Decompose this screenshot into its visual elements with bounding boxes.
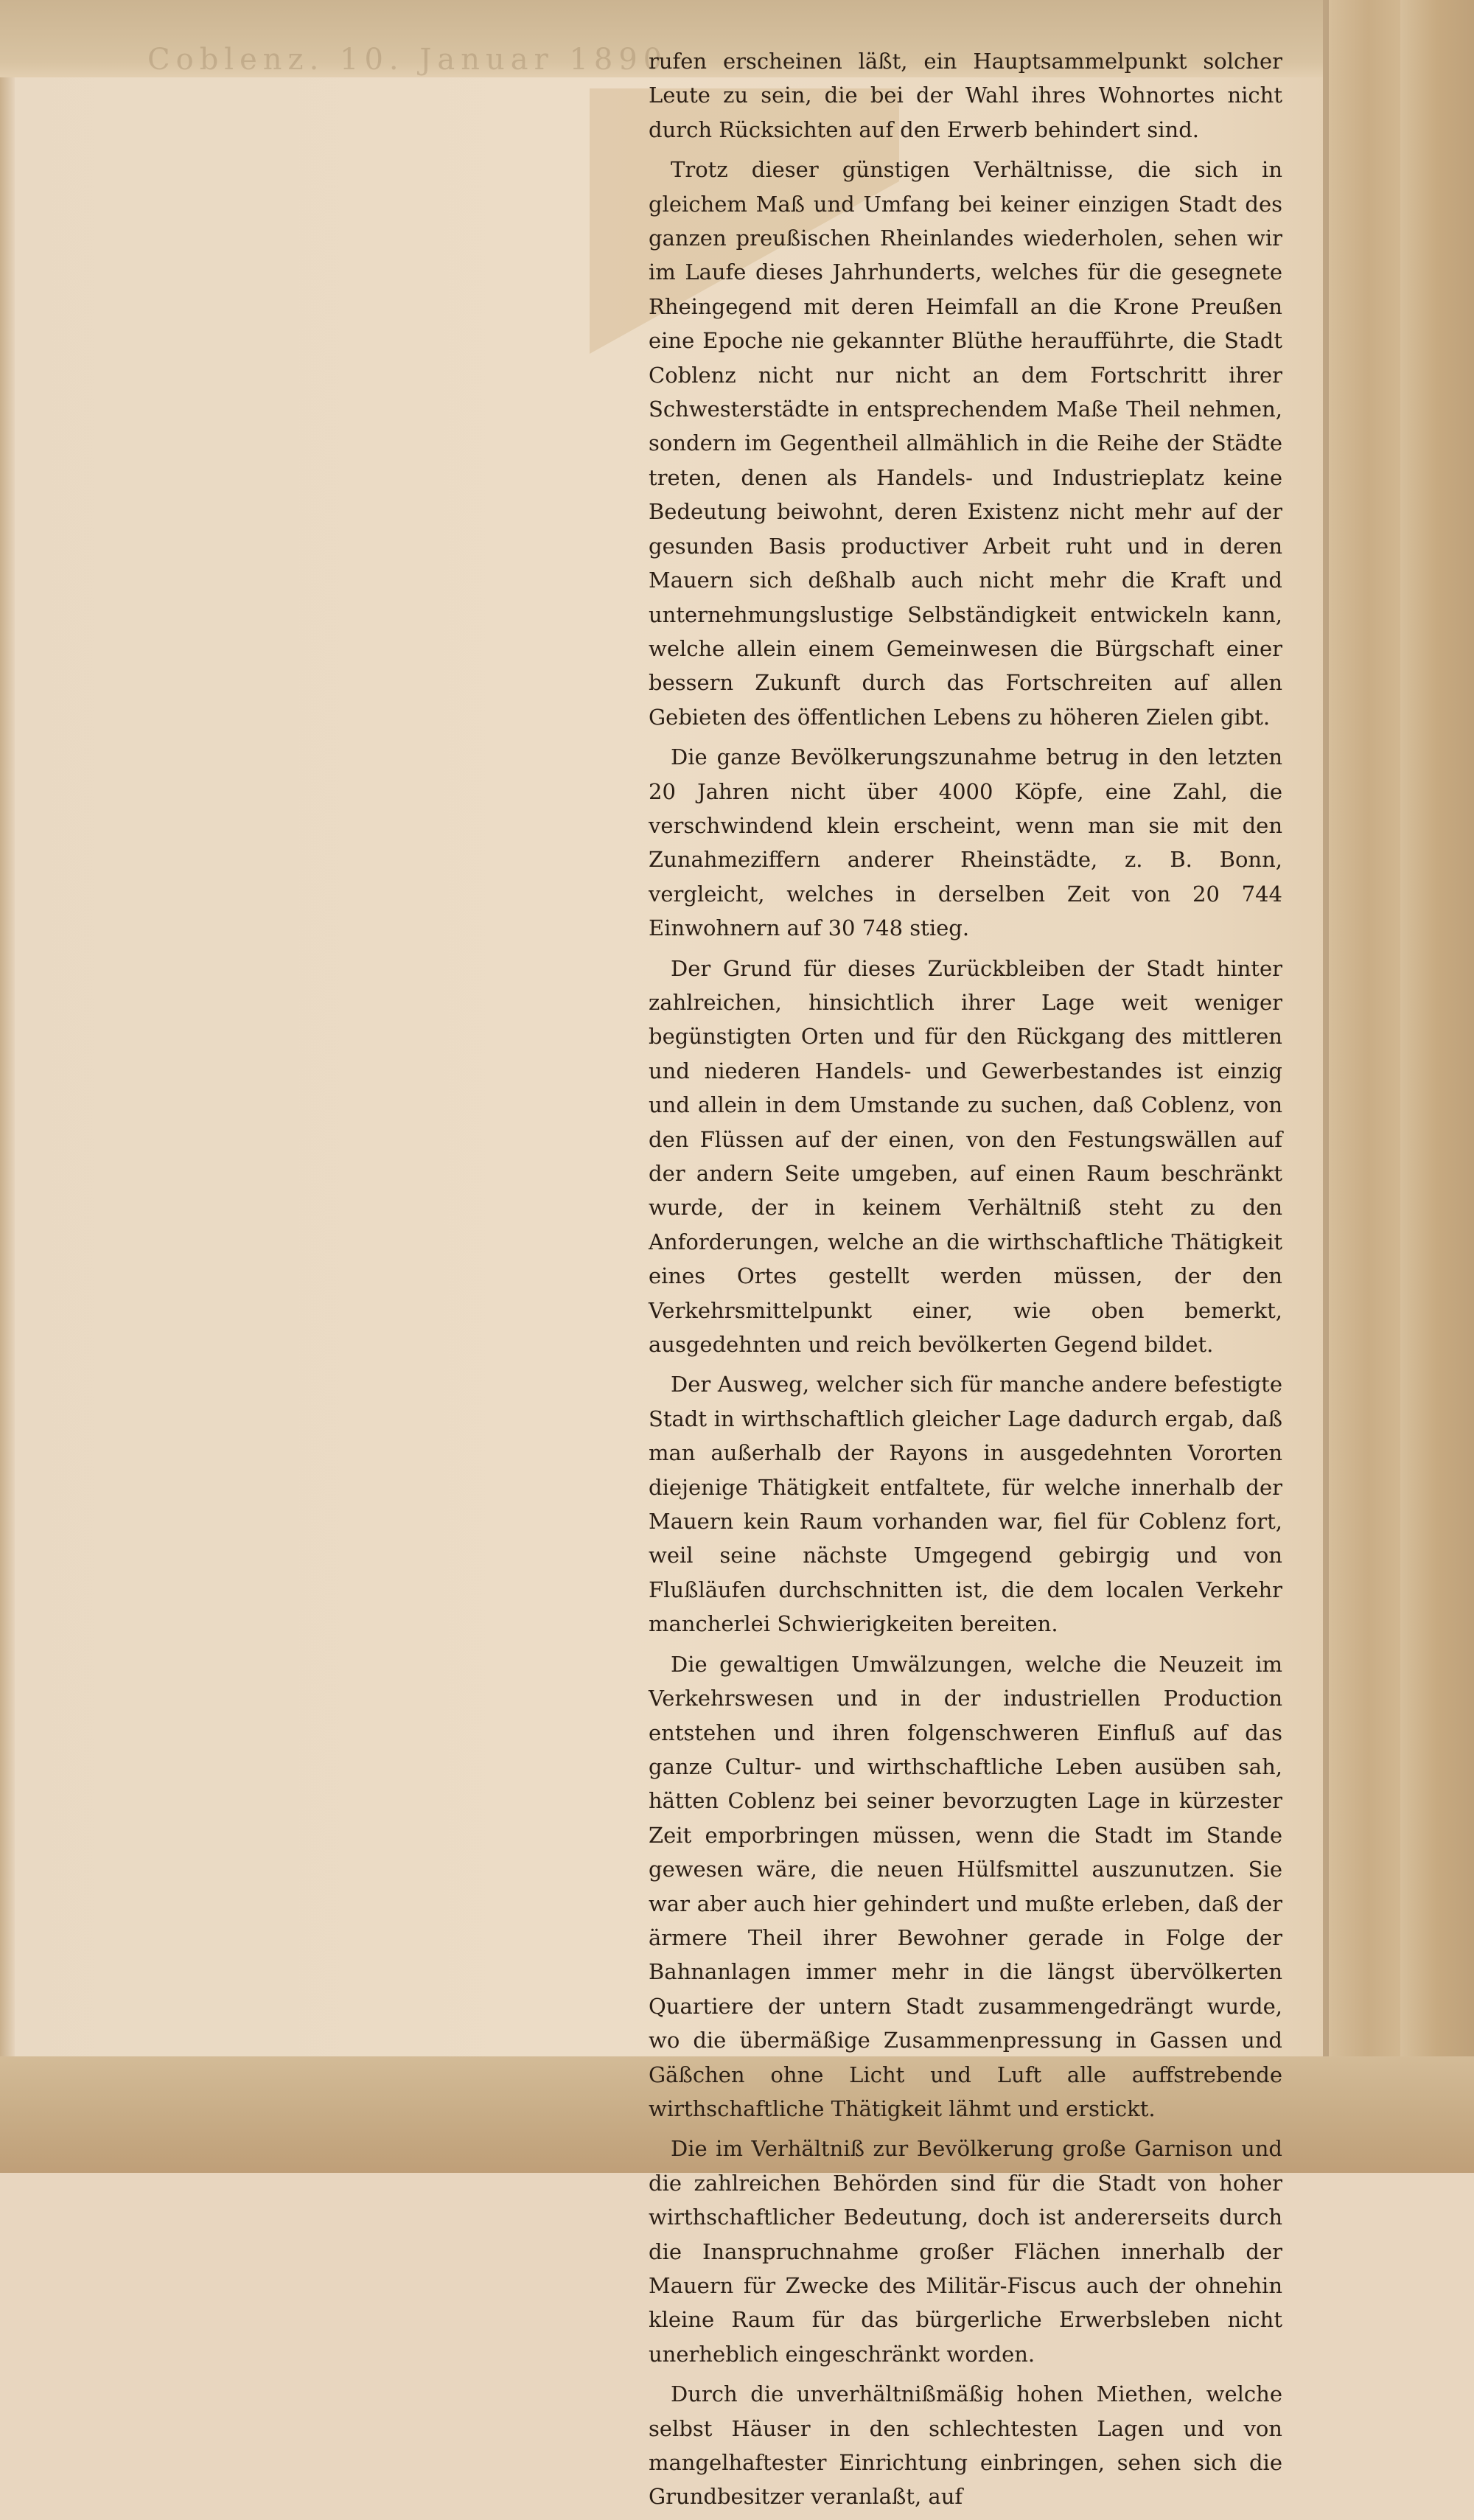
running-header-bleedthrough: Coblenz. 10. Januar 1890 — [147, 43, 668, 77]
paragraph-3: Die ganze Bevölkerungszunahme betrug in den letzten 20 Jahren nicht über 4000 Köpfe, eine Zahl, die verschwindend klein erscheint, wenn man sie mit den Zunahmeziffern anderer Rheinstädte, z. B. Bonn, vergleicht, welches in derselben Zeit von 20 744 Einwohnern auf 30 748 stieg. — [649, 744, 1282, 941]
page-fold-shadow — [1323, 0, 1329, 2173]
paragraph-1: rufen erscheinen läßt, ein Hauptsammelpunkt solcher Leute zu sein, die bei der Wahl ihres Wohnortes nicht durch Rücksichten auf den Erwerb behindert sind. — [649, 49, 1282, 142]
left-paper-edge — [0, 0, 15, 2173]
paragraph-5: Der Ausweg, welcher sich für manche andere befestigte Stadt in wirthschaftlich gleicher Lage dadurch ergab, daß man außerhalb der Rayons in ausgedehnten Vororten diejenige Thätigkeit entfaltete, für welche innerhalb der Mauern kein Raum vorhanden war, fiel für Coblenz fort, weil seine nächste Umgegend gebirgig und von Flußläufen durchschnitten ist, die dem localen Verkehr mancherlei Schwierigkeiten bereiten. — [649, 1372, 1282, 1637]
paragraph-4: Der Grund für dieses Zurückbleiben der Stadt hinter zahlreichen, hinsichtlich ihrer Lage weit weniger begünstigten Orten und für den Rückgang des mittleren und niederen Handels- und Gewerbestandes ist einzig und allein in dem Umstande zu suchen, daß Coblenz, von den Flüssen auf der einen, von den Festungswällen auf der andern Seite umgeben, auf einen Raum beschränkt wurde, der in keinem Verhältniß steht zu den Anforderungen, welche an die wirthschaftliche Thätigkeit eines Ortes gestellt werden müssen, der den Verkehrsmittelpunkt einer, wie oben bemerkt, ausgedehnten und reich bevölkerten Gegend bildet. — [649, 955, 1282, 1358]
text-column — [649, 44, 1282, 2520]
right-paper-edge-outer — [1400, 0, 1474, 2173]
paragraph-8: Durch die unverhältnißmäßig hohen Miethen, welche selbst Häuser in den schlechtesten Lagen und von mangelhaftester Einrichtung einbringen, sehen sich die Grundbesitzer veranlaßt, auf — [649, 2381, 1282, 2510]
paragraph-2: Trotz dieser günstigen Verhältnisse, die sich in gleichem Maß und Umfang bei keiner einzigen Stadt des ganzen preußischen Rheinlandes wiederholen, sehen wir im Laufe dieses Jahrhunderts, welches für die gesegnete Rheingegend mit deren Heimfall an die Krone Preußen eine Epoche nie gekannter Blüthe heraufführte, die Stadt Coblenz nicht nur nicht an dem Fortschritt ihrer Schwesterstädte in entsprechendem Maße Theil nehmen, sondern im Gegentheil allmählich in die Reihe der Städte treten, denen als Handels- und Industrieplatz keine Bedeutung beiwohnt, deren Existenz nicht mehr auf der gesunden Basis productiver Arbeit ruht und in deren Mauern sich deßhalb auch nicht mehr die Kraft und unternehmungslustige Selbständigkeit entwickeln kann, welche allein einem Gemeinwesen die Bürgschaft einer bessern Zukunft durch das Fortschreiten auf allen Gebieten des öffentlichen Lebens zu höheren Zielen gibt. — [649, 157, 1282, 730]
paragraph-7: Die im Verhältniß zur Bevölkerung große Garnison und die zahlreichen Behörden sind für die Stadt von hoher wirthschaftlicher Bedeutung, doch ist andererseits durch die Inanspruchnahme großer Flächen innerhalb der Mauern für Zwecke des Militär-Fiscus auch der ohnehin kleine Raum für das bürgerliche Erwerbsleben nicht unerheblich eingeschränkt worden. — [649, 2136, 1282, 2367]
paragraph-6: Die gewaltigen Umwälzungen, welche die Neuzeit im Verkehrswesen und in der industriellen Production entstehen und ihren folgenschweren Einfluß auf das ganze Cultur- und wirthschaftliche Leben ausüben sah, hätten Coblenz bei seiner bevorzugten Lage in kürzester Zeit emporbringen müssen, wenn die Stadt im Stande gewesen wäre, die neuen Hülfsmittel auszunutzen. Sie war aber auch hier gehindert und mußte erleben, daß der ärmere Theil ihrer Bewohner gerade in Folge der Bahnanlagen immer mehr in die längst übervölkerten Quartiere der untern Stadt zusammengedrängt wurde, wo die übermäßige Zusammenpressung in Gassen und Gäßchen ohne Licht und Luft alle auffstrebende wirthschaftliche Thätigkeit lähmt und erstickt. — [649, 1651, 1282, 2121]
